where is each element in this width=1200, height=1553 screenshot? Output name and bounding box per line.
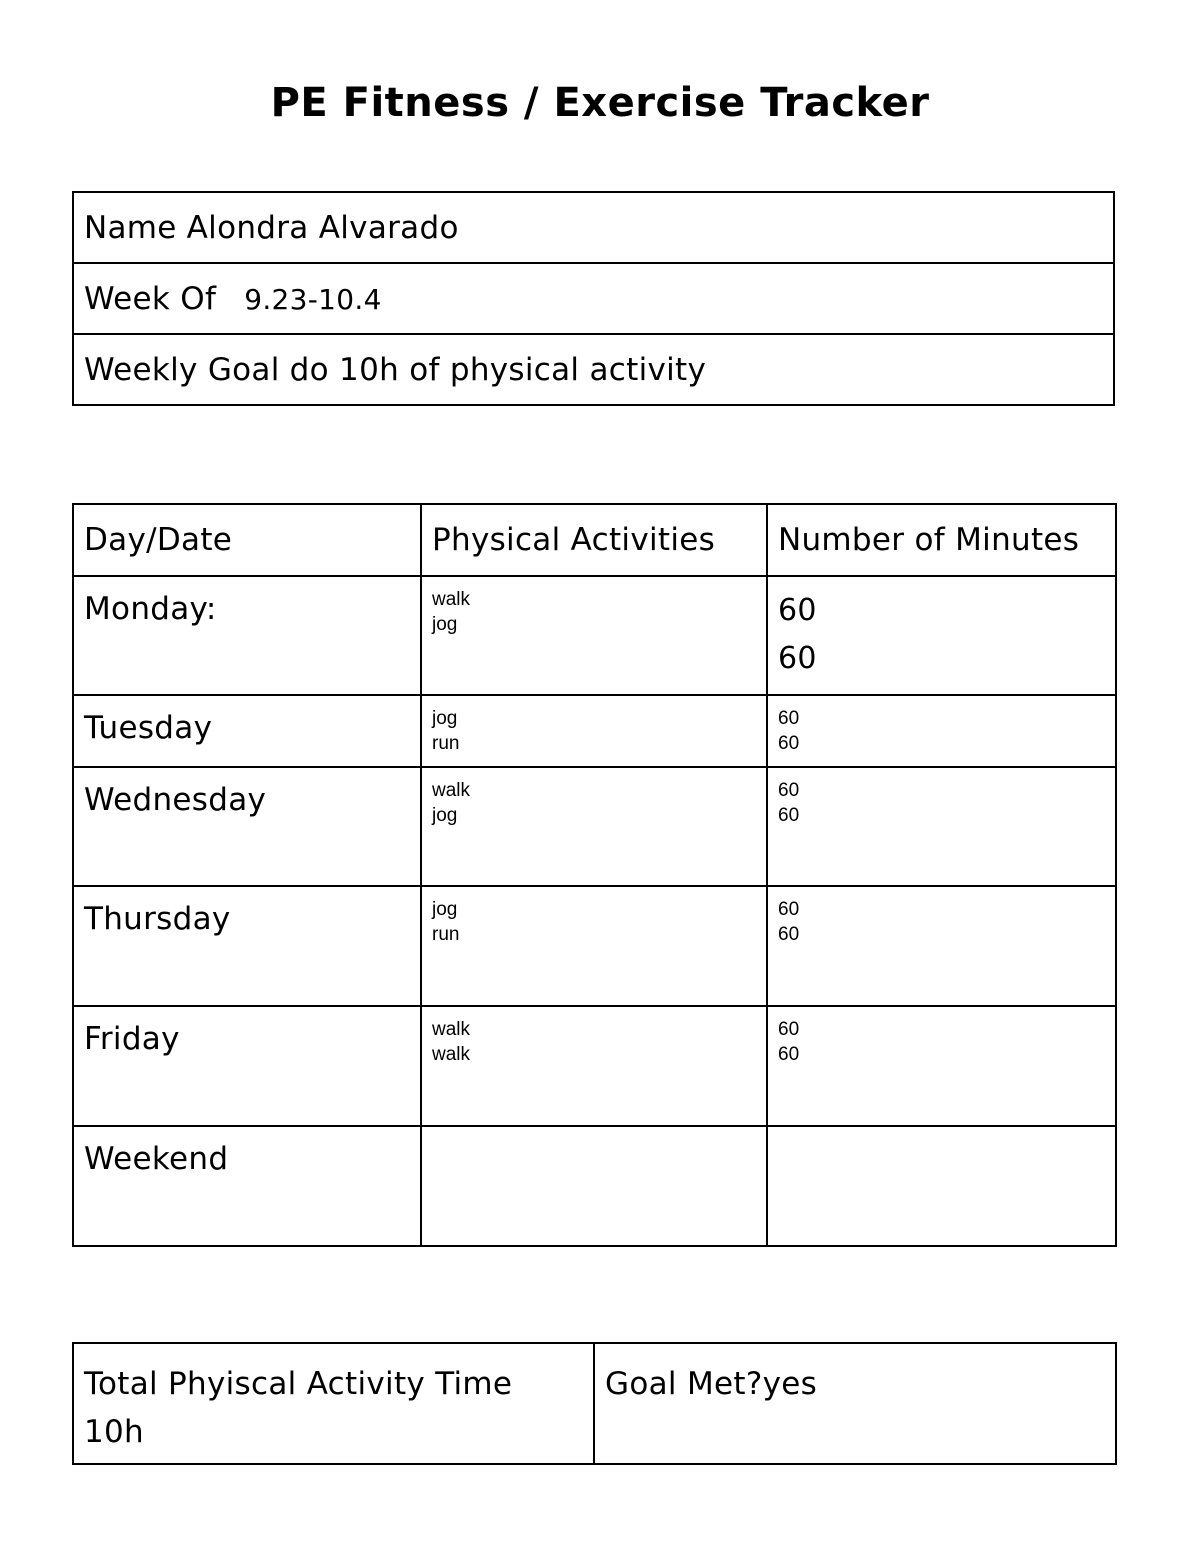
minutes-item: 60 [778,805,800,826]
week-value: 9.23-10.4 [244,282,382,316]
day-label: Wednesday [84,782,267,818]
activity-item: run [432,924,460,945]
activity-item: jog [432,899,458,920]
minutes-item: 60 [778,899,800,920]
week-row [73,263,1114,334]
activities-list [432,887,766,947]
total-time-cell [73,1343,594,1464]
goal-label: Weekly Goal [84,351,280,388]
week-cell [73,263,1114,334]
day-cell [73,695,421,767]
goal-cell [73,334,1114,405]
day-label: Friday [84,1021,180,1057]
activity-log-table [72,503,1117,1247]
header-number-of-minutes: Number of Minutes [767,504,1116,576]
minutes-item: 60 [778,924,800,945]
minutes-cell [767,576,1116,695]
table-header-row [73,504,1116,576]
goal-met-value: yes [762,1366,818,1402]
activities-cell [421,576,767,695]
activities-cell [421,886,767,1006]
name-row [73,192,1114,263]
minutes-list [778,768,1115,828]
student-info-table [72,191,1115,406]
minutes-list [778,696,1115,756]
activities-list [432,1007,766,1067]
page-title: PE Fitness / Exercise Tracker [270,80,930,126]
activity-item: run [432,733,460,754]
table-row [73,695,1116,767]
header-physical-activities: Physical Activities [421,504,767,576]
activity-item: walk [432,589,471,610]
activities-cell [421,1006,767,1126]
minutes-cell [767,886,1116,1006]
minutes-cell [767,767,1116,886]
day-label: Tuesday [84,710,213,746]
minutes-item: 60 [778,1019,800,1040]
activity-item: jog [432,614,458,635]
day-label: Weekend [84,1141,229,1177]
day-cell [73,767,421,886]
activities-list [432,577,766,637]
day-label: Thursday [84,901,231,937]
minutes-item: 60 [778,1044,800,1065]
minutes-list [778,577,1115,683]
activities-cell [421,695,767,767]
week-label: Week Of [84,280,217,317]
activity-item: walk [432,780,471,801]
minutes-item: 60 [778,708,800,729]
activities-list [432,768,766,828]
name-cell [73,192,1114,263]
minutes-cell [767,695,1116,767]
summary-table [72,1342,1117,1465]
goal-met-cell [594,1343,1116,1464]
minutes-list [778,887,1115,947]
activity-item: walk [432,1044,471,1065]
total-time-value: 10h [84,1414,144,1450]
table-row [73,767,1116,886]
minutes-item: 60 [778,641,817,676]
goal-value: do 10h of physical activity [289,351,707,388]
goal-row [73,334,1114,405]
activities-cell [421,767,767,886]
header-day-date: Day/Date [73,504,421,576]
day-label: Monday: [84,591,217,627]
goal-met-label: Goal Met? [605,1366,763,1402]
day-cell [73,1126,421,1246]
table-row [73,576,1116,695]
name-value: Alondra Alvarado [186,209,459,246]
table-row [73,1126,1116,1246]
minutes-item: 60 [778,733,800,754]
minutes-cell [767,1006,1116,1126]
activities-cell [421,1126,767,1246]
day-cell [73,1006,421,1126]
total-time-label: Total Phyiscal Activity Time [84,1366,513,1402]
activity-item: jog [432,708,458,729]
table-row [73,886,1116,1006]
activity-item: walk [432,1019,471,1040]
minutes-item: 60 [778,780,800,801]
table-row [73,1006,1116,1126]
name-label: Name [84,209,177,246]
activity-item: jog [432,805,458,826]
summary-row [73,1343,1116,1464]
minutes-item: 60 [778,593,817,628]
activities-list [432,696,766,756]
minutes-cell [767,1126,1116,1246]
day-cell [73,886,421,1006]
minutes-list [778,1007,1115,1067]
day-cell [73,576,421,695]
